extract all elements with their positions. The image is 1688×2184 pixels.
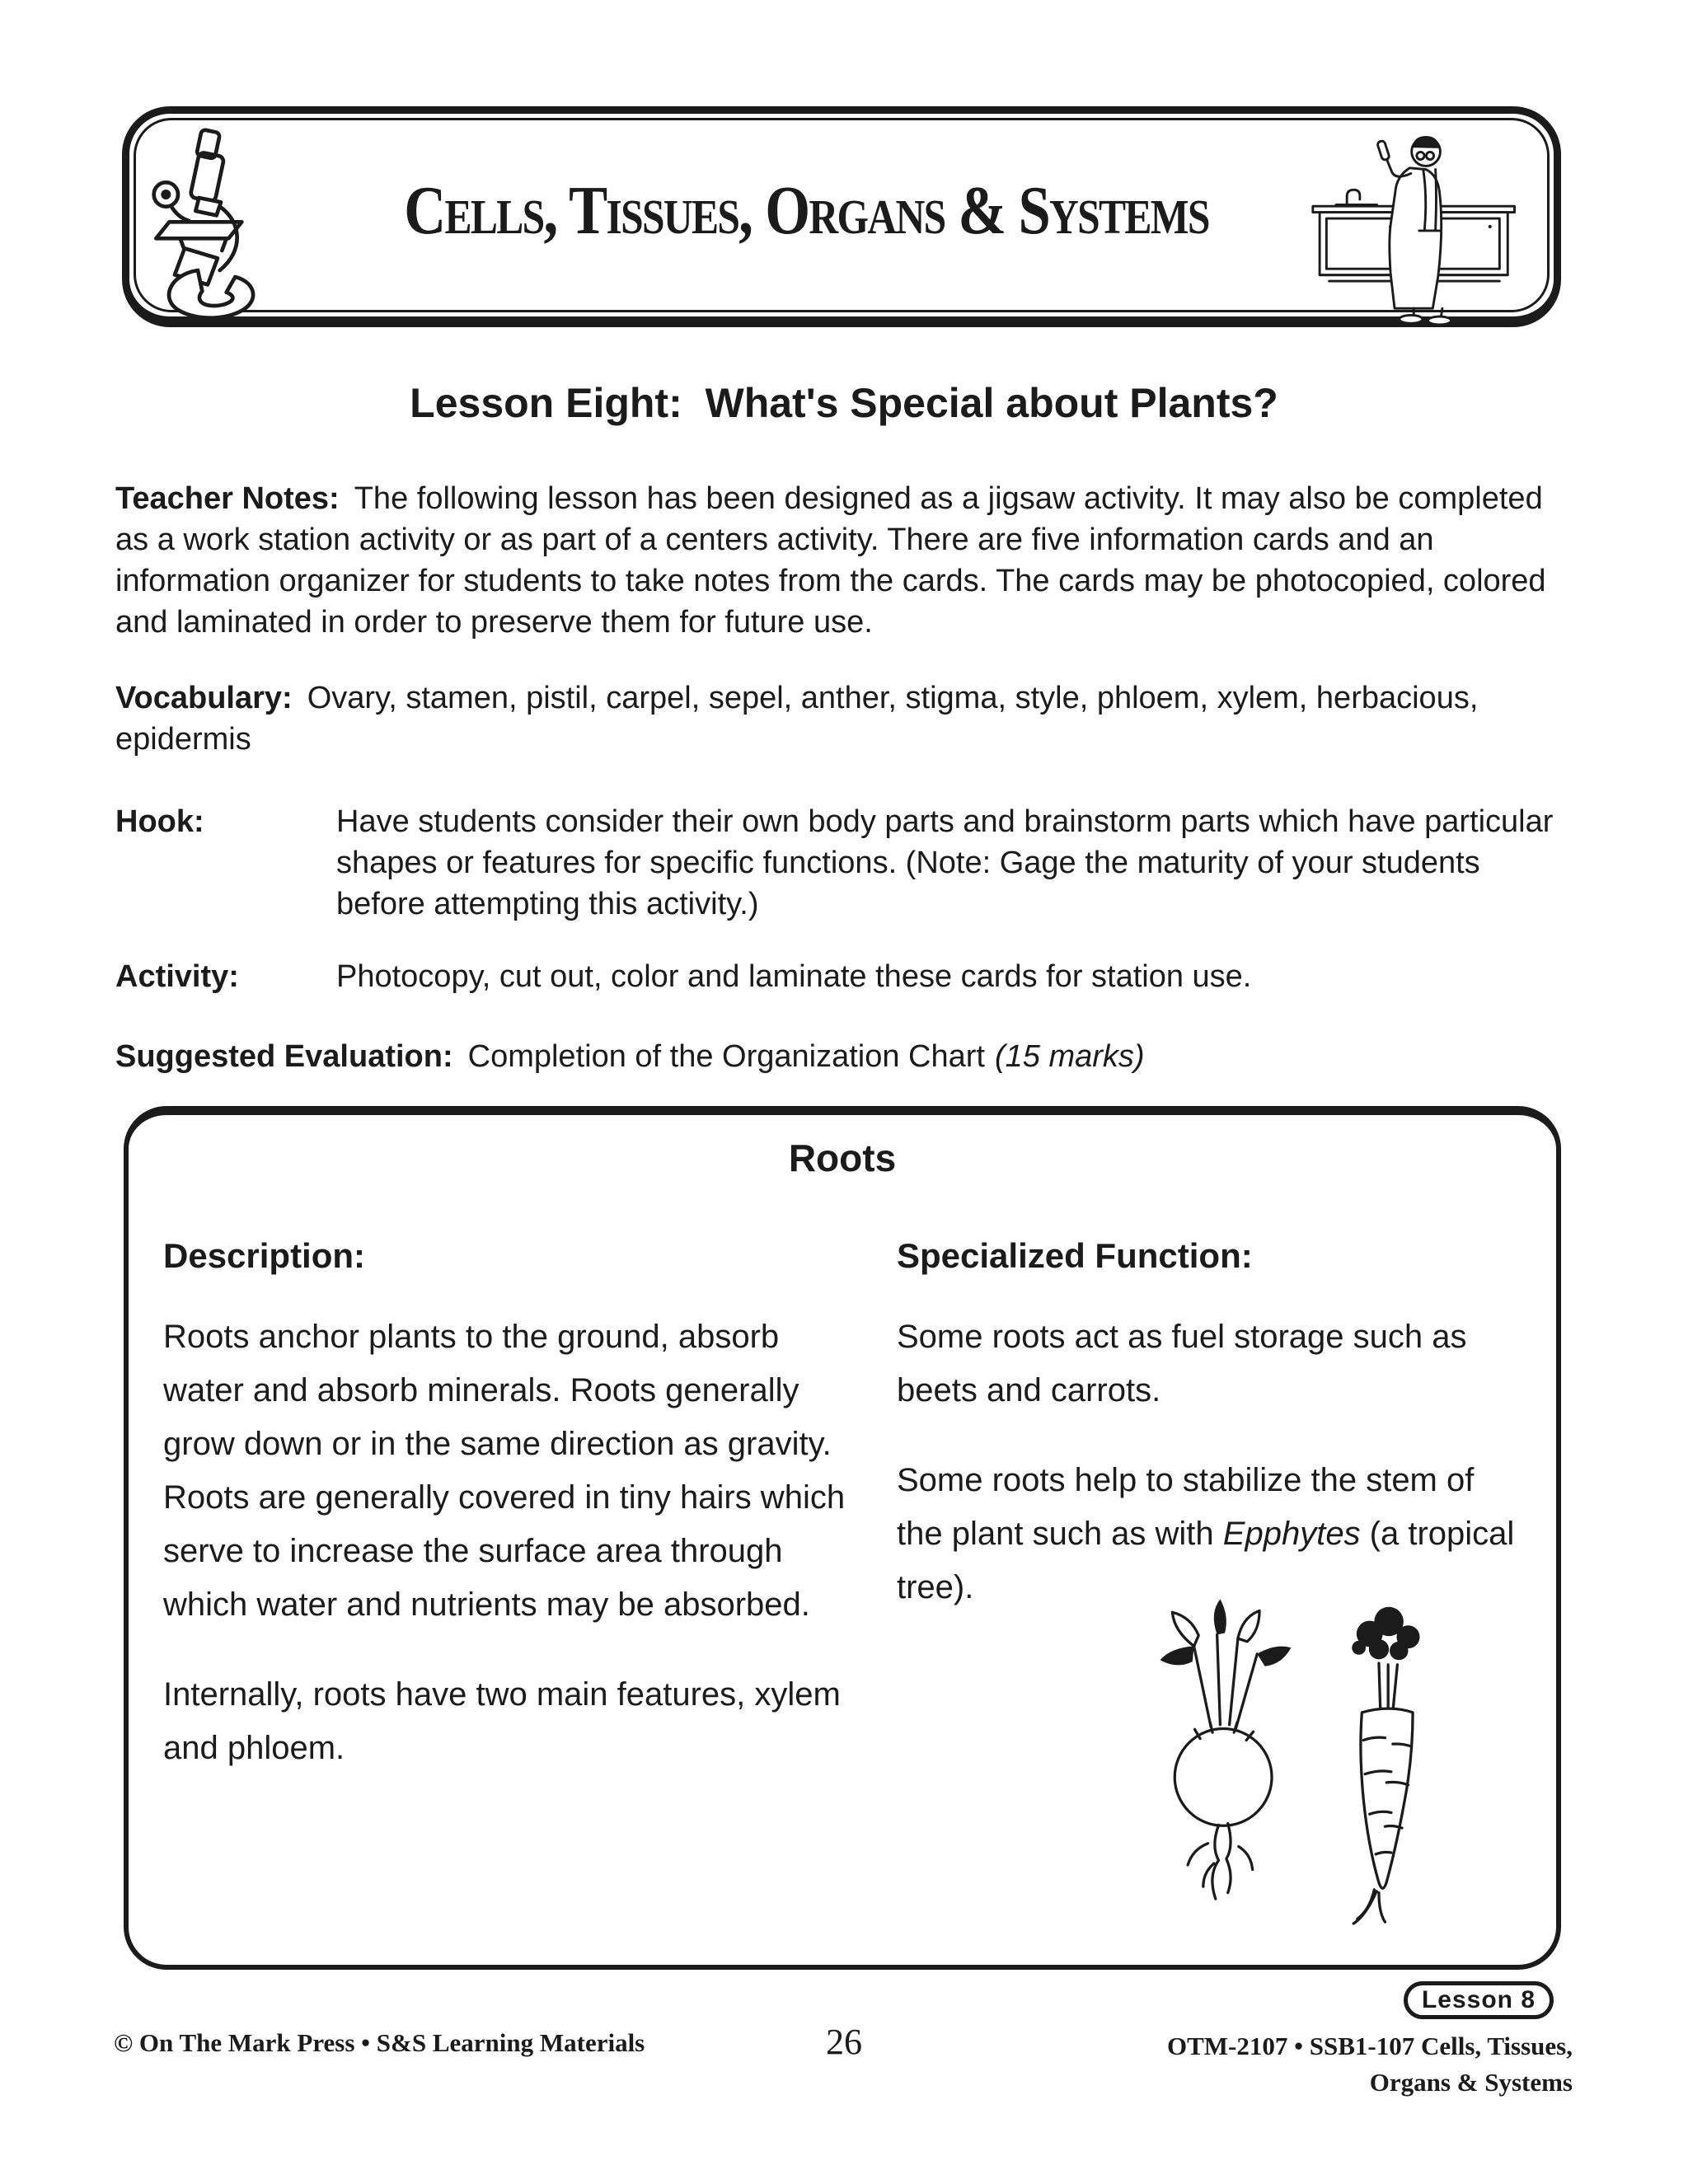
- product-code: [1167, 2028, 1573, 2101]
- teacher-notes-label: Teacher Notes:: [115, 481, 340, 516]
- carrot-root-threads: [1353, 1890, 1385, 1924]
- product-code-line1: OTM-2107 • SSB1-107 Cells, Tissues,: [1166, 2032, 1573, 2060]
- description-paragraph-2: Internally, roots have two main features, xylem and phloem.: [163, 1676, 841, 1766]
- teacher-notes: [115, 478, 1571, 643]
- hook: [115, 801, 1571, 925]
- vocabulary: [115, 677, 1571, 760]
- description-paragraph-1: Roots anchor plants to the ground, absorb water and absorb minerals. Roots generally grow down or in the same direction as gravity. Roots are generally covered in tiny hairs which serve to increase the surface area through which water and nutrients may be absorbed.: [163, 1319, 846, 1623]
- suggested-evaluation-label: Suggested Evaluation:: [115, 1039, 453, 1074]
- roots-card-title: Roots: [788, 1137, 897, 1179]
- specialized-function-heading: Specialized Function:: [897, 1236, 1253, 1275]
- hook-label: Hook:: [115, 804, 204, 839]
- activity-text: Photocopy, cut out, color and laminate these cards for station use.: [336, 959, 1252, 994]
- specialized-function-p2-text: Some roots help to stabilize the stem of the plant such as with: [897, 1462, 1475, 1552]
- suggested-evaluation-text: Completion of the Organization Chart: [467, 1039, 985, 1074]
- header-banner: [122, 106, 1561, 327]
- specialized-function-paragraph-1: Some roots act as fuel storage such as beets and carrots.: [897, 1319, 1467, 1408]
- microscope-icon: [143, 125, 273, 323]
- teacher-notes-text: The following lesson has been designed as a jigsaw activity. It may also be completed as a work station activity or as part of a centers activity. There are five information cards and an information organizer for students to take notes from the cards. The cards may be photocopied, colored and laminated in order to preserve them for future use.: [115, 481, 1546, 640]
- vocabulary-text: Ovary, stamen, pistil, carpel, sepel, anther, stigma, style, phloem, xylem, herbacious, epidermis: [115, 681, 1479, 757]
- beet-and-carrot-illustration: [1131, 1592, 1461, 1947]
- carrot-body: [1361, 1708, 1413, 1888]
- activity-label: Activity:: [115, 959, 239, 994]
- copyright-text: © On The Mark Press • S&S Learning Materials: [114, 2028, 645, 2057]
- product-code-line2: Organs & Systems: [1369, 2068, 1573, 2097]
- lesson-body: [115, 478, 1571, 1077]
- suggested-evaluation-marks: (15 marks): [994, 1039, 1145, 1074]
- activity: [115, 956, 1571, 997]
- page-number: 26: [826, 2022, 862, 2062]
- description-column: [163, 1235, 849, 1811]
- carrot-foliage: [1352, 1607, 1419, 1661]
- beet-taproot: [1212, 1823, 1231, 1899]
- page-title: Cells, Tissues, Organs & Systems: [404, 171, 1209, 249]
- specialized-function-paragraph-2: [897, 1454, 1522, 1615]
- beet-stems: [1194, 1634, 1258, 1729]
- description-heading: Description:: [163, 1236, 366, 1275]
- beet-bulb: [1175, 1728, 1272, 1825]
- specialized-function-p2-tail: (a tropical tree).: [897, 1516, 1515, 1605]
- vocabulary-label: Vocabulary:: [115, 681, 293, 715]
- suggested-evaluation: [115, 1036, 1571, 1077]
- lesson-title: Lesson Eight: What's Special about Plants?: [410, 380, 1278, 426]
- scientist-lab-icon: [1295, 120, 1534, 325]
- epphytes-italic: Epphytes: [1222, 1516, 1361, 1552]
- roots-card: [124, 1106, 1561, 1970]
- hook-text: Have students consider their own body parts and brainstorm parts which have particular shapes or features for specific functions. (Note: Gage the maturity of your students before attempting this activity.): [336, 804, 1554, 921]
- lesson-number-badge: Lesson 8: [1404, 1981, 1554, 2019]
